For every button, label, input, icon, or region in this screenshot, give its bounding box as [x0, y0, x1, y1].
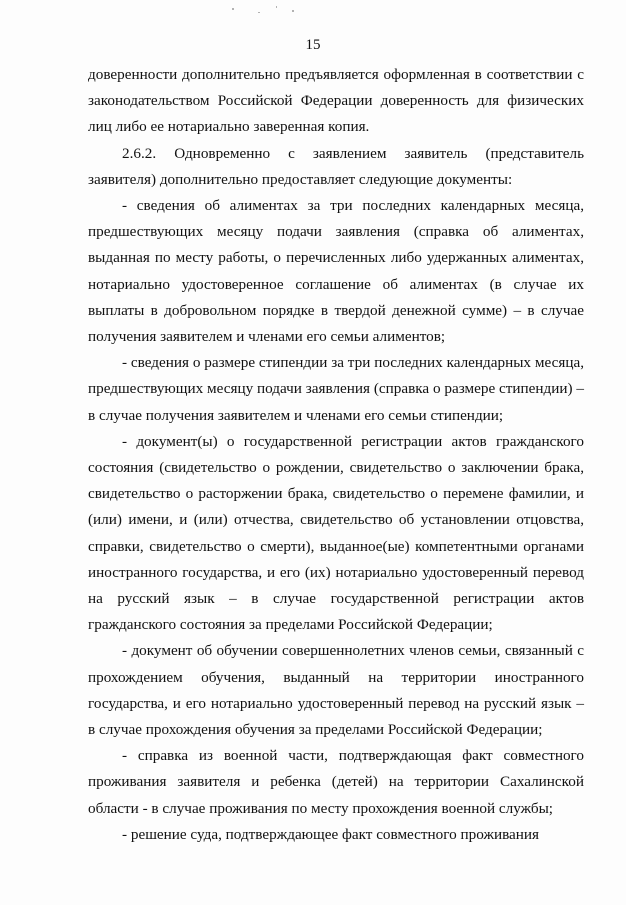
- scan-speck: [276, 6, 277, 8]
- document-body: [88, 62, 584, 848]
- list-item-stipend: - сведения о размере стипендии за три последних календарных месяца, предшествующих месяцу подачи заявления (справка о размере стипендии) – в случае получения заявителем и членами его семьи стипендии;: [88, 354, 584, 424]
- list-item-court-decision: - решение суда, подтверждающее факт совместного проживания: [122, 825, 540, 843]
- scan-speck: [258, 12, 260, 13]
- list-item-civil-registration: - документ(ы) о государственной регистрации актов гражданского состояния (свидетельство о рождении, свидетельство о заключении брака, свидетельство о расторжении брака, свидетельство о перемене фамилии, и (или) имени, и (или) отчества, свидетельство об установлении отцовства, справки, свидетельство о смерти), выданное(ые) компетентными органами иностранного государства, и его (их) нотариально удостоверенный перевод на русский язык – в случае государственной регистрации актов гражданского состояния за пределами Российской Федерации;: [88, 432, 584, 634]
- list-item-education-abroad: - документ об обучении совершеннолетних членов семьи, связанный с прохождением обучения, выданный на территории иностранного государства, и его нотариально удостоверенный перевод на русский язык – в случае прохождения обучения за пределами Российской Федерации;: [88, 642, 584, 739]
- list-item-alimony: - сведения об алиментах за три последних календарных месяца, предшествующих месяцу подачи заявления (справка об алиментах, выданная по месту работы, о перечисленных либо удержанных алиментах, нотариально удостоверенное соглашение об алиментах (в случае их выплаты в добровольном порядке в твердой денежной сумме) – в случае получения заявителем и членами его семьи алиментов;: [88, 197, 584, 346]
- scan-speck: [232, 8, 234, 10]
- paragraph-2-6-2: 2.6.2. Одновременно с заявлением заявитель (представитель заявителя) дополнительно предоставляет следующие документы:: [88, 144, 584, 188]
- list-item-military-unit-certificate: - справка из военной части, подтверждающая факт совместного проживания заявителя и ребенка (детей) на территории Сахалинской области - в случае проживания по месту прохождения военной службы;: [88, 747, 584, 817]
- page-number: 15: [305, 37, 321, 53]
- paragraph-power-of-attorney: доверенности дополнительно предъявляется оформленная в соответствии с законодательством Российской Федерации доверенность для физических лиц либо ее нотариально заверенная копия.: [88, 66, 584, 136]
- scan-speck: [292, 10, 294, 12]
